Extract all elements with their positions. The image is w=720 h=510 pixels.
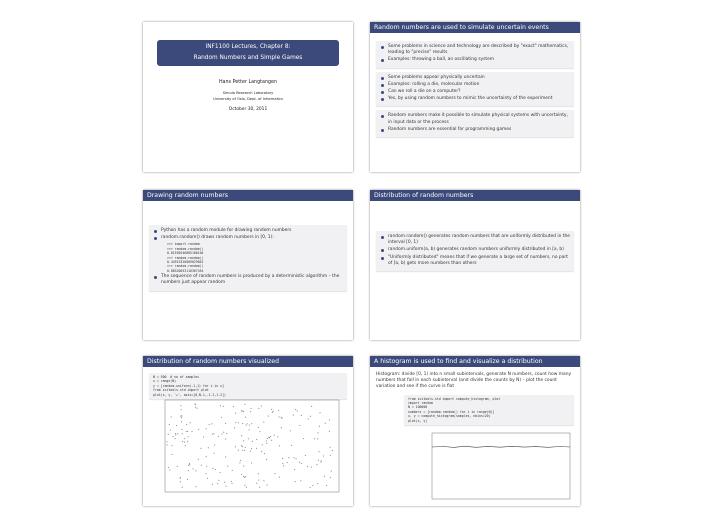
code-snippet: N = 500 # no of samples x = range(N) y = [random.uniform(-1,1) for i in x] from scitools.std import plot plot(x, y, '+', axis=[0,N-1,-1.2,1.2]) [153,375,226,397]
author: Hans Petter Langtangen [218,80,278,85]
bullet: Random numbers make it possible to simulate physical systems with uncertainty, in input data or the process [380,113,570,125]
bullet: "Uniformly distributed" means that if we generate a large set of numbers, no part of [a, b) gets more numbers than others [380,255,570,267]
title-line-2: Random Numbers and Simple Games [193,55,303,61]
bullet: random.random() generates random numbers that are uniformly distributed in the interval [0, 1) [380,234,570,246]
title-box [157,40,339,66]
bullet: Can we roll a die on a computer? [380,89,570,95]
title-line-1: INF1100 Lectures, Chapter 8: [205,44,291,50]
histogram-paragraph: Histogram: divide [0, 1) into n small subintervals, generate N numbers, count how many numbers that fall in each subinterval (and divide the counts by N) – plot the count variation and see if the curve is flat [376,372,572,390]
bullet: Yes, by using random numbers to mimic the uncertainty of the experiment [380,96,570,102]
block-main [149,225,347,291]
slide-title [143,22,353,172]
slide-random-uncertain [370,22,580,172]
slide-heading: A histogram is used to find and visualize a distribution [370,356,580,367]
histogram-figure [424,431,574,503]
bullet: The sequence of random numbers is produced by a deterministic algorithm – the numbers just appear random [153,274,343,286]
block-2 [376,72,574,107]
date: October 30, 2011 [228,107,268,112]
code-snippet: >>> import random >>> random.random() 0.81550546885180104 >>> random.random() 0.44913326809029852 >>> random.random() 0.88320653116367454 [167,242,204,273]
affiliation-1: Simula Research Laboratory [222,91,274,95]
bullet: Python has a random module for drawing random numbers [153,228,343,234]
bullet: random.uniform(a, b) generates random numbers uniformly distributed in [a, b) [380,247,570,253]
slide-distribution [370,190,580,340]
scatter-plot-figure [153,396,343,500]
block-1 [376,41,574,68]
slide-histogram [370,356,580,506]
affiliation-2: University of Oslo, Dept. of Informatics [213,97,283,101]
block-3 [376,110,574,137]
bullet: Random numbers are essential for programming games [380,127,570,133]
bullet: Some problems in science and technology are described by "exact" mathematics, leading to "precise" results [380,44,570,56]
slide-heading: Random numbers are used to simulate uncertain events [370,22,580,33]
block-main [376,231,574,271]
bullet: random.random() draws random numbers in [0, 1): [153,235,343,241]
slide-drawing-random [143,190,353,340]
slide-distribution-visualized [143,356,353,506]
bullet: Some problems appear physically uncertain [380,75,570,81]
code-block [404,395,574,425]
code-snippet: from scitools.std import compute_histogram, plot import random N = 100000 numbers = [random.random() for i in range(N)] x, y = compute_histogram(samples, nbins=20) plot(x, y) [408,396,501,423]
bullet: Examples: throwing a ball, an oscillating system [380,57,570,63]
slide-heading: Distribution of random numbers visualized [143,356,353,367]
bullet: Examples: rolling a die, molecular motion [380,82,570,88]
slide-heading: Distribution of random numbers [370,190,580,201]
slide-heading: Drawing random numbers [143,190,353,201]
